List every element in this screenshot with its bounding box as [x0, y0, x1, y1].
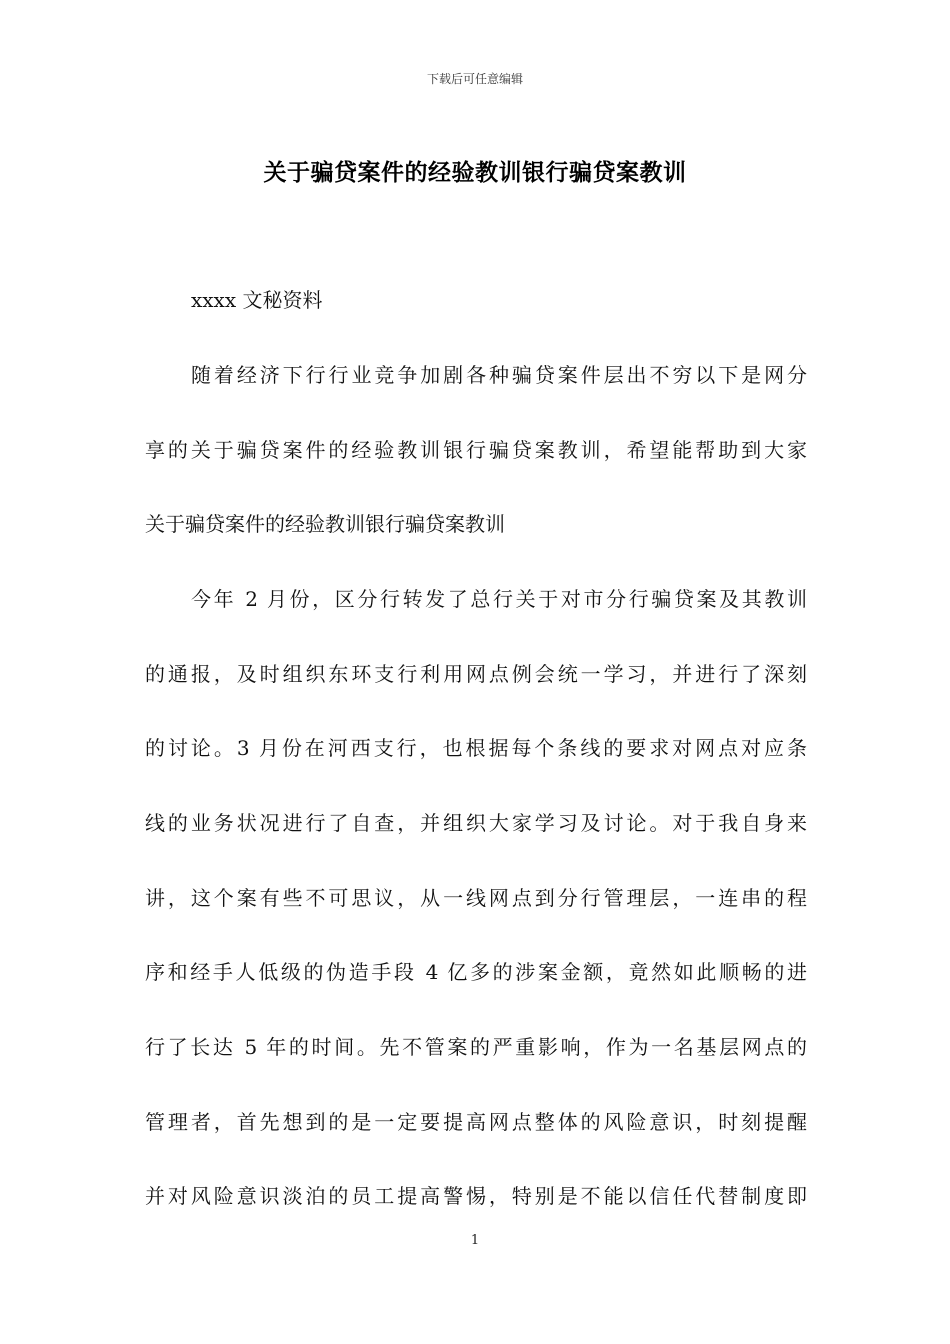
paragraph-line: 管理者，首先想到的是一定要提高网点整体的风险意识，时刻提醒: [145, 1110, 807, 1134]
paragraph-line: 关于骗贷案件的经验教训银行骗贷案教训: [145, 512, 505, 536]
header-note: 下载后可任意编辑: [426, 72, 523, 86]
paragraph-line: 的通报，及时组织东环支行利用网点例会统一学习，并进行了深刻: [145, 662, 807, 686]
paragraph-line: 序和经手人低级的伪造手段 4 亿多的涉案金额，竟然如此顺畅的进: [145, 960, 807, 984]
paragraph-line: 行了长达 5 年的时间。先不管案的严重影响，作为一名基层网点的: [145, 1035, 807, 1059]
source-line: xxxx 文秘资料: [191, 288, 323, 312]
paragraph-line: 讲，这个案有些不可思议，从一线网点到分行管理层，一连串的程: [145, 886, 807, 910]
paragraph-line: 的讨论。3 月份在河西支行，也根据每个条线的要求对网点对应条: [145, 736, 807, 760]
paragraph-line: 享的关于骗贷案件的经验教训银行骗贷案教训，希望能帮助到大家: [145, 438, 807, 462]
paragraph-line: 并对风险意识淡泊的员工提高警惕，特别是不能以信任代替制度即: [145, 1184, 807, 1208]
paragraph-line: 今年 2 月份，区分行转发了总行关于对市分行骗贷案及其教训: [191, 587, 807, 611]
document-title: 关于骗贷案件的经验教训银行骗贷案教训: [263, 159, 687, 186]
paragraph-line: 线的业务状况进行了自查，并组织大家学习及讨论。对于我自身来: [145, 811, 807, 835]
page-number: 1: [470, 1233, 480, 1248]
paragraph-line: 随着经济下行行业竞争加剧各种骗贷案件层出不穷以下是网分: [191, 363, 807, 387]
